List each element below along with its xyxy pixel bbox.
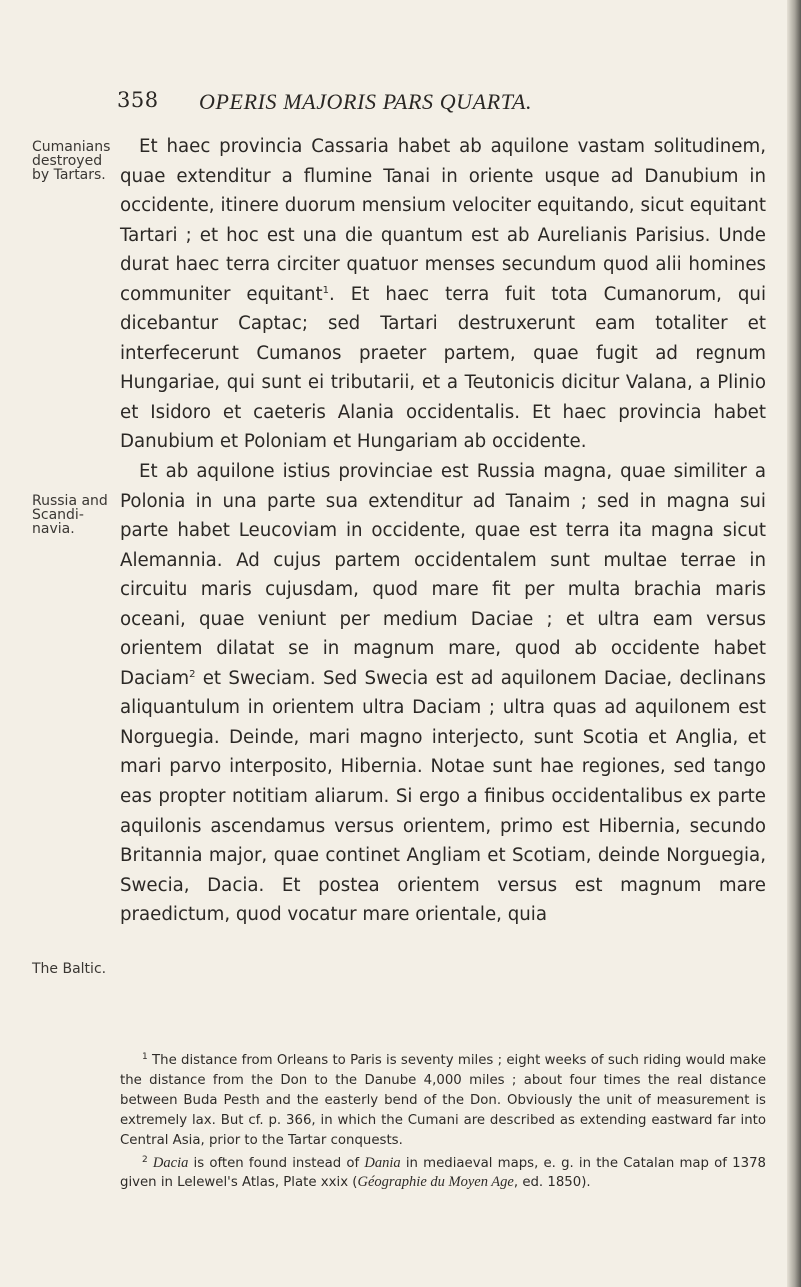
footnote-2 — [120, 1151, 766, 1194]
footnote-text: The distance from Orleans to Paris is seventy miles ; eight weeks of such riding would make the distance from the Don to the Danube 4,000 miles ; about four times the real distance between Buda Pesth and the easterly bend of the Don. Obviously the unit of measurement is extremely lax. But cf. p. 366, in which the Cumani are described as extending eastward far into Central Asia, prior to the Tartar conquests. — [120, 1053, 766, 1148]
page-number: 358 — [117, 88, 159, 112]
page-edge — [787, 0, 801, 1287]
footnote-term: Dacia — [152, 1154, 189, 1171]
paragraph-russia — [120, 457, 766, 930]
footnote-text: in mediaeval maps, e. g. in the Catalan map of 1378 given in Lelewel's Atlas, Plate xxix ( — [120, 1155, 766, 1191]
margin-note-russia: Russia and Scandi- navia. — [32, 493, 108, 537]
footnotes — [120, 1048, 766, 1193]
footnote-text: , ed. 1850). — [513, 1175, 591, 1191]
margin-note-baltic: The Baltic. — [32, 961, 107, 977]
paragraph-text: et Sweciam. Sed Swecia est ad aquilonem Daciae, declinans aliquantulum in orientem ultra Daciam ; ultra quas ad aquilonem est Norguegia. Deinde, mari magno interjecto, sunt Scotia et Anglia, et mari parvo interposito, Hibernia. Notae sunt hae regiones, sed tango eas propter notitiam aliarum. Si ergo a finibus occidentalibus ex parte aquilonis ascendamus versus orientem, primo est Hibernia, secundo Britannia major, quae continet Angliam et Scotiam, deinde Norguegia, Swecia, Dacia. Et postea orientem versus est magnum mare praedictum, quod vocatur mare orientale, quia — [120, 667, 766, 926]
paragraph-text: . Et haec terra fuit tota Cumanorum, qui dicebantur Captac; sed Tartari destruxerunt eam totaliter et interfecerunt Cumanos praeter partem, quae fugit ad regnum Hungariae, qui sunt ei tributarii, et a Teutonicis dicitur Valana, a Plinio et Isidoro et caeteris Alania occidentalis. Et haec provincia habet Danubium et Poloniam et Hungariam ab occidente. — [120, 283, 766, 453]
paragraph-cassaria — [120, 132, 766, 457]
running-head: OPERIS MAJORIS PARS QUARTA. — [199, 89, 533, 114]
footnote-ref: 1 — [322, 284, 330, 296]
footnote-mark: 2 — [142, 1154, 148, 1165]
footnote-text: is often found instead of — [188, 1155, 365, 1171]
paragraph-text: Et ab aquilone istius provinciae est Russia magna, quae similiter a Polonia in una parte sua extenditur ad Tanaim ; sed in magna sui parte habet Leucoviam in occidente, quae est terra ita magna sicut Alemannia. Ad cujus partem occidentalem sunt multae terrae in circuitu maris cujusdam, quod mare fit per multa brachia maris oceani, quae veniunt per medium Daciae ; et ultra eam versus orientem dilatat se in magnum mare, quod ab occidente habet Daciam — [120, 461, 766, 689]
margin-note-cumanians: Cumanians destroyed by Tartars. — [32, 139, 111, 183]
paragraph-text: Et haec provincia Cassaria habet ab aquilone vastam solitudinem, quae extenditur a flumine Tanai in oriente usque ad Danubium in occidente, itinere duorum mensium velociter equitando, sicut equitant Tartari ; et hoc est una die quantum est ab Aurelianis Parisius. Unde durat haec terra circiter quatuor menses secundum quod alii homines communiter equitant — [120, 136, 766, 305]
footnote-1 — [120, 1048, 766, 1151]
page-header — [0, 88, 801, 120]
footnote-book-title: Géographie du Moyen Age — [357, 1174, 514, 1191]
footnote-mark: 1 — [142, 1052, 148, 1062]
footnote-ref: 2 — [189, 668, 196, 680]
main-text — [120, 132, 766, 930]
footnote-term: Dania — [364, 1154, 401, 1171]
